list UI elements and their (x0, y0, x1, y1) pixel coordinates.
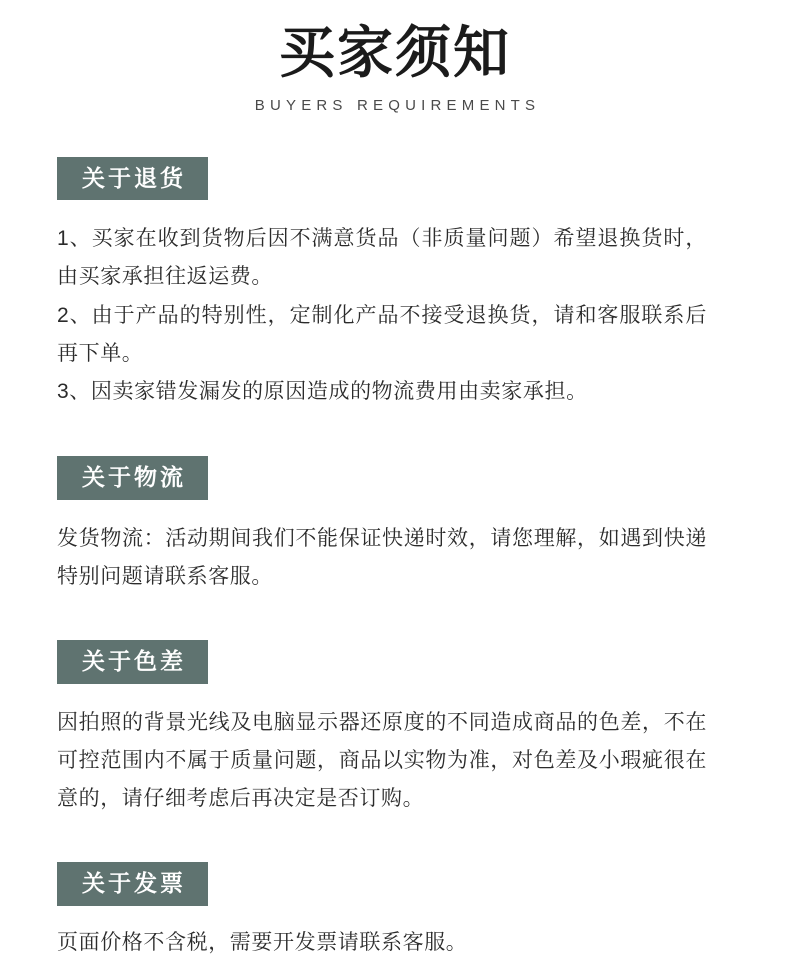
page-subtitle: BUYERS REQUIREMENTS (254, 96, 541, 114)
section-returns (0, 157, 790, 412)
section-color-difference (0, 640, 790, 818)
section-badge-invoice: 关于发票 (57, 862, 208, 905)
color-difference-line-1: 因拍照的背景光线及电脑显示器还原度的不同造成商品的色差，不在可控范围内不属于质量问题，商品以实物为准，对色差及小瑕疵很在意的，请仔细考虑后再决定是否订购。 (57, 710, 707, 810)
invoice-line-1: 页面价格不含税，需要开发票请联系客服。 (57, 930, 468, 954)
returns-line-1: 1、买家在收到货物后因不满意货品（非质量问题）希望退换货时，由买家承担往返运费。 (57, 227, 707, 289)
section-logistics (0, 456, 790, 596)
page-title: 买家须知 (279, 21, 511, 84)
section-badge-logistics: 关于物流 (57, 456, 208, 499)
section-badge-color-difference: 关于色差 (57, 640, 208, 683)
page-header (0, 0, 790, 114)
section-body-returns (57, 220, 707, 411)
section-body-logistics (57, 520, 707, 596)
returns-line-3: 3、因卖家错发漏发的原因造成的物流费用由卖家承担。 (57, 380, 588, 404)
logistics-line-1: 发货物流：活动期间我们不能保证快递时效，请您理解，如遇到快递特别问题请联系客服。 (57, 526, 707, 588)
section-invoice (0, 862, 790, 962)
section-badge-returns: 关于退货 (57, 157, 208, 200)
returns-line-2: 2、由于产品的特别性，定制化产品不接受退换货，请和客服联系后再下单。 (57, 303, 707, 365)
section-body-color-difference (57, 704, 707, 819)
section-body-invoice (57, 924, 707, 962)
